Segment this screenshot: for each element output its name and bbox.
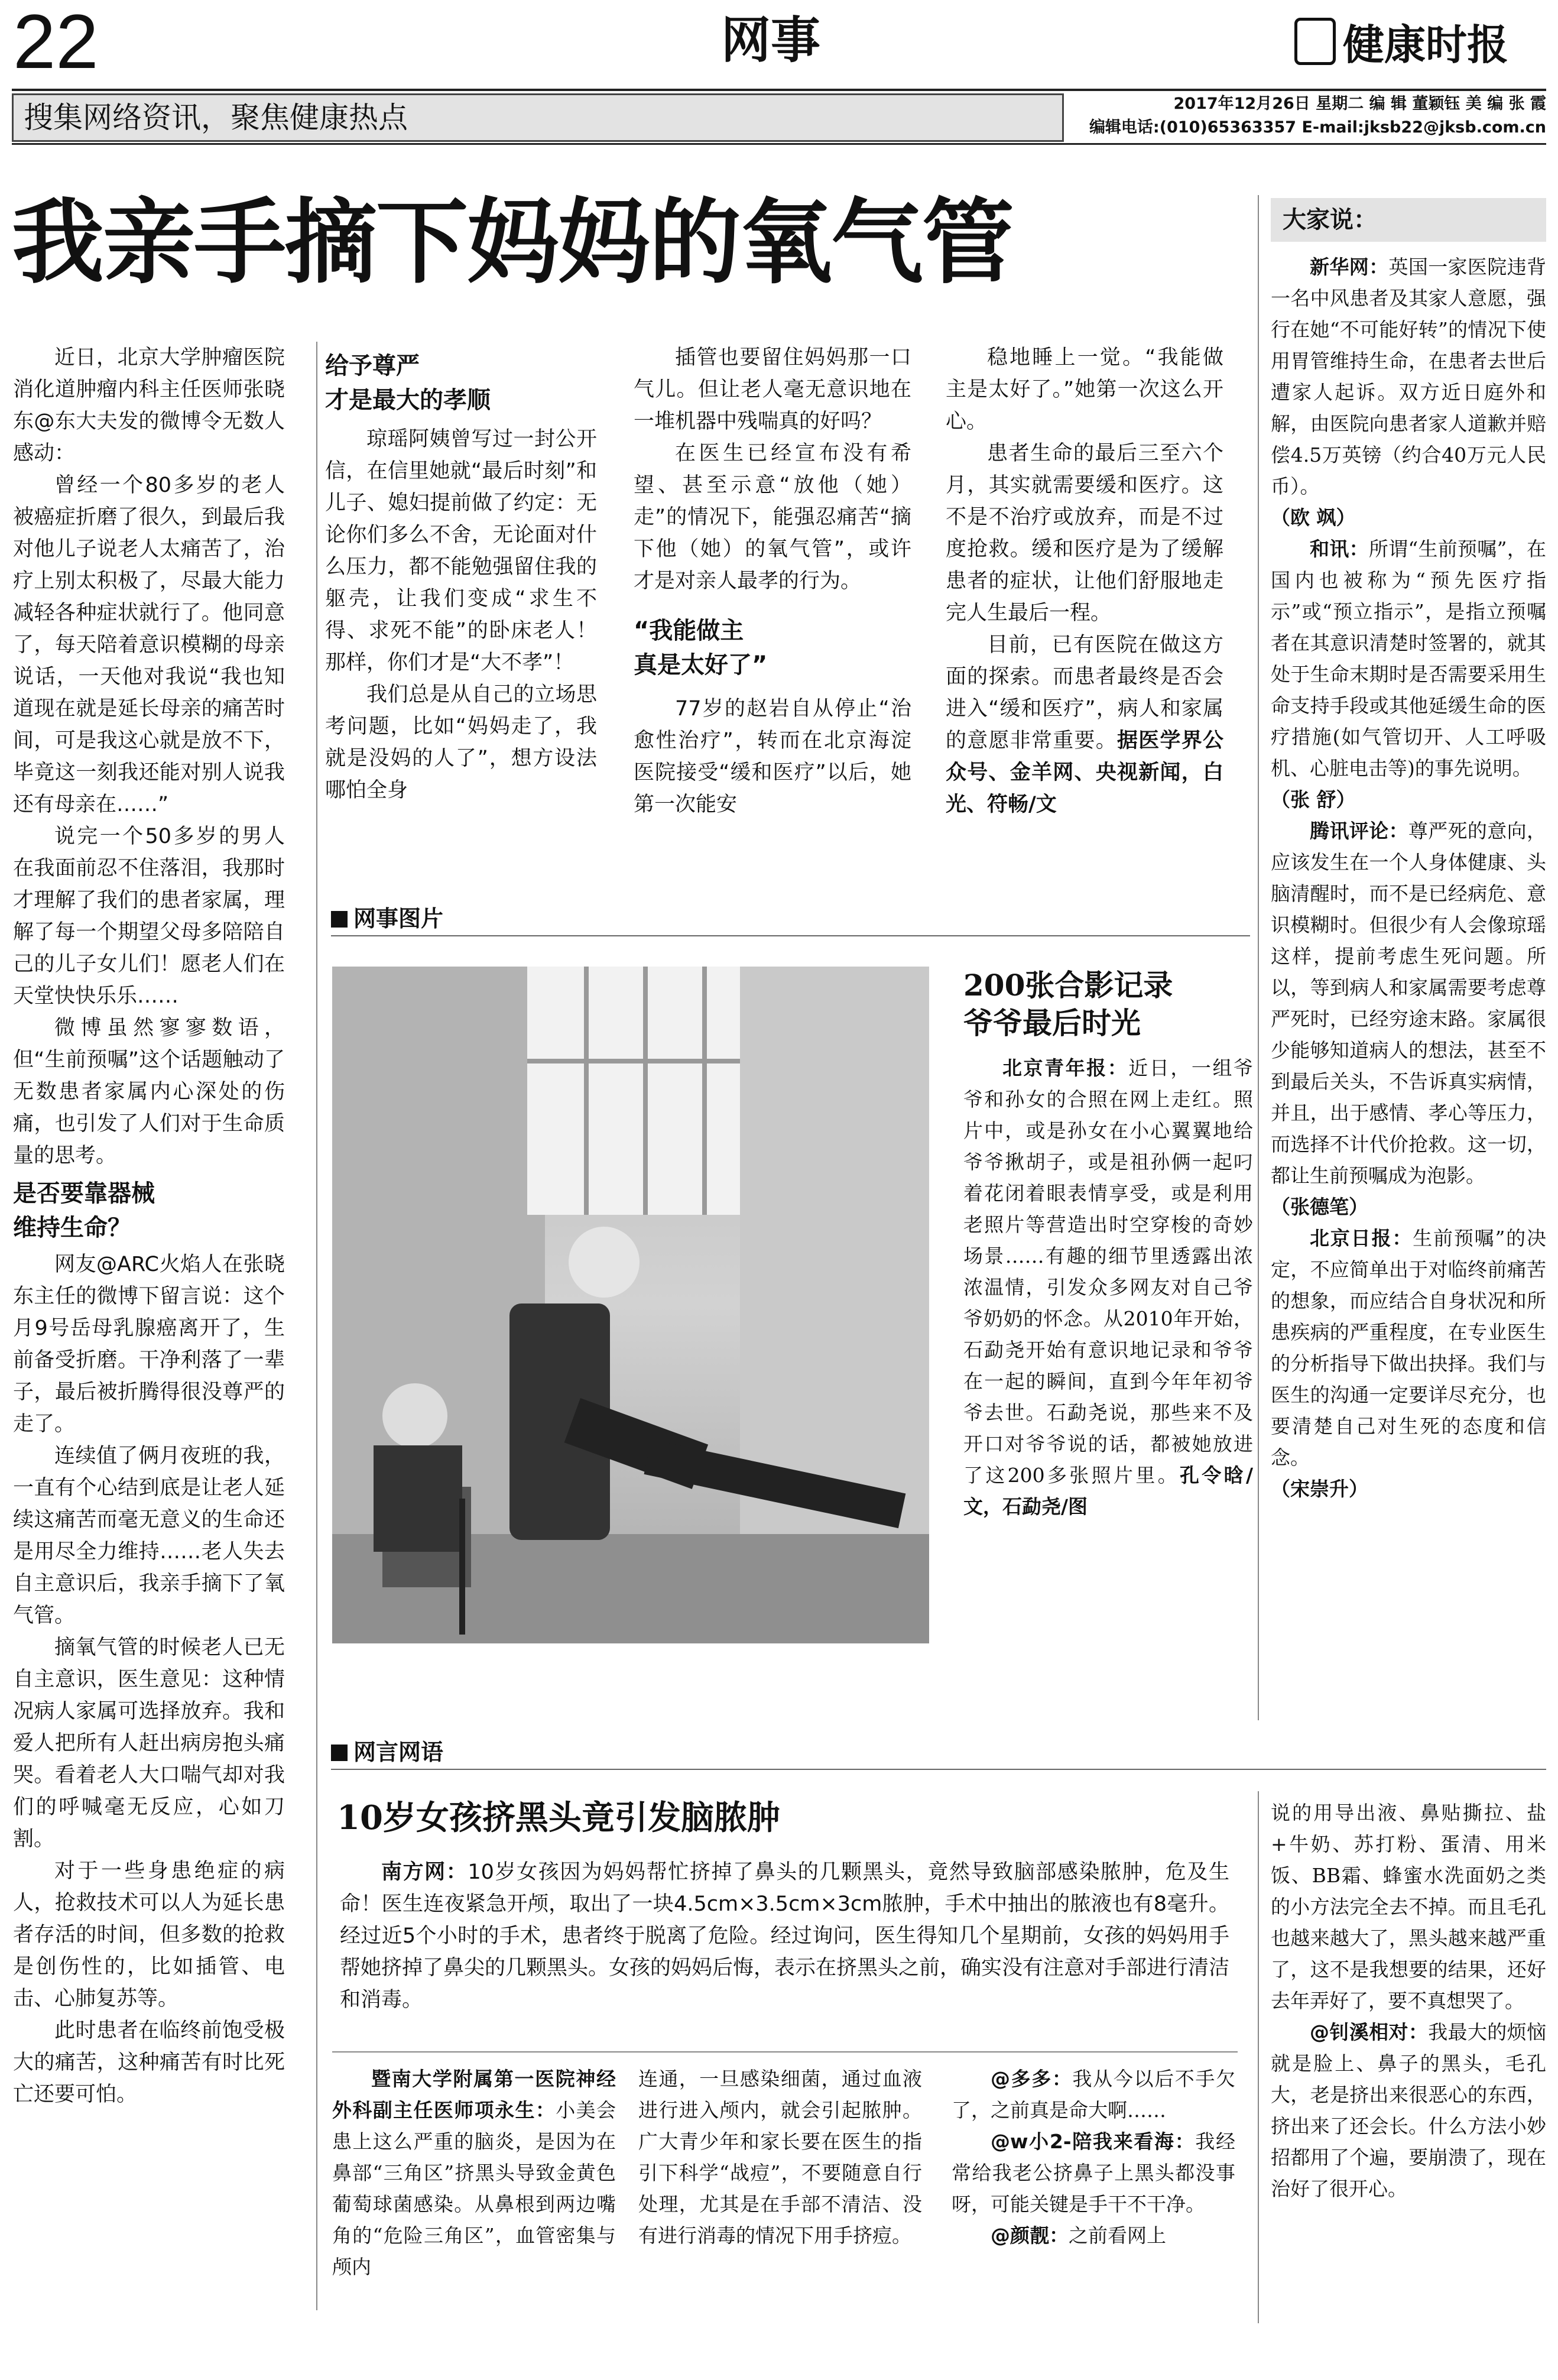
subheading-3: “我能做主 真是太好了” — [634, 617, 768, 679]
net-expert-col-2: 连通，一旦感染细菌，通过血液进行进入颅内，就会引起脓肿。广大青少年和家长要在医生的指引下科学“战痘”，不要随意自行处理，尤其是在手部不清洁、没有进行消毒的情况下用手挤痘。 — [638, 2067, 922, 2247]
contact-line: 编辑电话:(010)65363357 E-mail:jksb22@jksb.com.cn — [1089, 118, 1546, 137]
net-section-label: 网言网语 — [331, 1738, 443, 1766]
photo-story-body: 北京青年报：近日，一组爷爷和孙女的合照在网上走红。照片中，或是孙女在小心翼翼地给爷爷揪胡子，或是祖孙俩一起叼着花闭着眼表情享受，或是利用老照片等营造出时空穿梭的奇妙场景……有趣的细节里透露出浓浓温情，引发众多网友对自己爷爷奶奶的怀念。从2010年开始，石勐尧开始有意识地记录和爷爷在一起的瞬间，直到今年年初爷爷去世。石勐尧说，那些来不及开口对爷爷说的话，都被她放进了这200多张照片里。孔令晗/文，石勐尧/图 — [963, 1056, 1254, 1518]
subheading-2: 给予尊严 才是最大的孝顺 — [325, 352, 491, 414]
sidebar-item: 腾讯评论：尊严死的意向，应该发生在一个人身体健康、头脑清醒时，而不是已经病危、意识模糊时。但很少有人会像琼瑶这样，提前考虑生死问题。所以，等到病人和家属需要考虑尊严死时，已经穷途末路。家属很少能够知道病人的想法，甚至不到最后关头，不告诉真实病情，并且，出于感情、孝心等压力，而选择不计代价抢救。这一切，都让生前预嘱成为泡影。 — [1271, 819, 1547, 1187]
newspaper-logo: 健康时报 — [1294, 12, 1508, 71]
sidebar-item: 新华网：英国一家医院违背一名中风患者及其家人意愿，强行在她“不可能好转”的情况下使用胃管维持生命，在患者去世后遭家人起诉。双方近日庭外和解，由医院向患者家人道歉并赔偿4.5万英镑（约合40万元人民币）。 — [1271, 255, 1547, 498]
section-title: 网事 — [721, 11, 821, 69]
net-comments-col-3 — [952, 2063, 1235, 2251]
photo-grandpa-granddaughter — [332, 967, 929, 1643]
article-col-1: 近日，北京大学肿瘤医院消化道肿瘤内科主任医师张晓东@东大夫发的微博令无数人感动： 曾经一个80多岁的老人被癌症折磨了很久，到最后我对他儿子说老人太痛苦了，治疗上别太积极了，尽最大能力减轻各种症状就行了。他同意了，每天陪着意识模糊的母亲说话，一天他对我说“我也知道现在就是延长母亲的痛苦时间，可是我这心就是放不下，毕竟这一刻我还能对别人说我还有母亲在……” 说完一个50多岁的男人在我面前忍不住落泪，我那时才理解了我们的患者家属，理解了每一个期望父母多陪陪自己的儿子女儿们！愿老人们在天堂快快乐乐…… 微博虽然寥寥数语，但“生前预嘱”这个话题触动了无数患者家属内心深处的伤痛，也引发了人们对于生命质量的思考。 是否要靠器械 维持生命？ 网友@ARC火焰人在张晓东主任的微博下留言说：这个月9号岳母乳腺癌离开了，生前备受折磨。干净利落了一辈子，最后被折腾得很没尊严的走了。 连续值了俩月夜班的我，一直有个心结到底是让老人延续这痛苦而毫无意义的生命还是用尽全力维持……老人失去自主意识后，我亲手摘下了氧气管。 摘氧气管的时候老人已无自主意识，医生意见：这种情况病人家属可选择放弃。我和爱人把所有人赶出病房抱头痛哭。看着老人大口喘气却对我们的呼喊毫无反应，心如刀割。 对于一些身患绝症的病人，抢救技术可以人为延长患者存活的时间，但多数的抢救是创伤性的，比如插管、电击、心肺复苏等。 此时患者在临终前饱受极大的痛苦，这种痛苦有时比死亡还要可怕。 — [13, 346, 285, 2106]
photo-story-title: 200张合影记录 爷爷最后时光 — [963, 968, 1173, 1040]
net-comment: @多多：我从今以后不手欠了，之前真是命大啊…… — [952, 2067, 1236, 2122]
photo-credit: 孔令晗/文，石勐尧/图 — [963, 1464, 1253, 1518]
net-comments-col-4: 说的用导出液、鼻贴撕拉、盐+牛奶、苏打粉、蛋清、用米饭、BB霜、蜂蜜水洗面奶之类的小方法完全去不掉。而且毛孔也越来越大了，黑头越来越严重了，这不是我想要的结果，还好去年弄好了，要不真想哭了。 @钊溪相对：我最大的烦恼就是脸上、鼻子的黑头，毛孔大，老是挤出来很恶心的东西，挤出来了还会长。什么方法小妙招都用了个遍，要崩溃了，现在治好了很开心。 — [1271, 1797, 1546, 2204]
article-source: 据医学界公众号、金羊网、央视新闻，白光、符畅/文 — [946, 729, 1223, 816]
slogan: 搜集网络资讯，聚焦健康热点 — [24, 100, 408, 135]
article-col-4: 稳地睡上一觉。“我能做主是太好了。”她第一次这么开心。 患者生命的最后三至六个月，其实就需要缓和医疗。这不是不治疗或放弃，而是不过度抢救。缓和医疗是为了缓解患者的症状，让他们舒服地走完人生最后一程。 目前，已有医院在做这方面的探索。而患者最终是否会进入“缓和医疗”，病人和家属的意愿非常重要。据医学界公众号、金羊网、央视新闻，白光、符畅/文 — [946, 346, 1223, 816]
headline: 我亲手摘下妈妈的氧气管 — [12, 188, 1013, 296]
logo-mark-icon — [1294, 18, 1336, 65]
net-expert-col-1: 暨南大学附属第一医院神经外科副主任医师项永生：小美会患上这么严重的脑炎，是因为在鼻部“三角区”挤黑头导致金黄色葡萄球菌感染。从鼻根到两边嘴角的“危险三角区”，血管密集与颅内 — [332, 2067, 616, 2278]
net-comment: @颜靓：之前看网上 — [991, 2224, 1166, 2247]
sidebar-label: 大家说： — [1283, 206, 1377, 234]
subheading-1: 是否要靠器械 维持生命？ — [13, 1180, 155, 1241]
sidebar-item: 和讯：所谓“生前预嘱”，在国内也被称为“预先医疗指示”或“预立指示”，是指立预嘱者在其意识清楚时签署的，就其处于生命末期时是否需要采用生命支持手段或其他延缓生命的医疗措施(如气管切开、人工呼吸机、心脏电击等)的事先说明。 — [1271, 537, 1546, 780]
date-line: 2017年12月26日 星期二 编 辑 董颖钰 美 编 张 霞 — [1173, 95, 1546, 113]
net-comment: @钊溪相对：我最大的烦恼就是脸上、鼻子的黑头，毛孔大，老是挤出来很恶心的东西，挤出来了还会长。什么方法小妙招都用了个遍，要崩溃了，现在治好了很开心。 — [1271, 2021, 1547, 2200]
article-col-2: 给予尊严 才是最大的孝顺 琼瑶阿姨曾写过一封公开信，在信里她就“最后时刻”和儿子、媳妇提前做了约定：无论你们多么不舍，无论面对什么压力，都不能勉强留住我的躯壳，让我们变成“求生不得、求死不能”的卧床老人！那样，你们才是“大不孝”！ 我们总是从自己的立场思考问题，比如“妈妈走了，我就是没妈的人了”，想方设法哪怕全身 — [325, 349, 597, 806]
net-story-body: 南方网：10岁女孩因为妈妈帮忙挤掉了鼻头的几颗黑头，竟然导致脑部感染脓肿，危及生命！医生连夜紧急开颅，取出了一块4.5cm×3.5cm×3cm脓肿，手术中抽出的脓液也有8毫升。经过近5个小时的手术，患者终于脱离了危险。经过询问，医生得知几个星期前，女孩的妈妈用手帮她挤掉了鼻尖的几颗黑头。女孩的妈妈后悔，表示在挤黑头之前，确实没有注意对手部进行清洁和消毒。 — [340, 1860, 1230, 2012]
net-comment: @w小2-陪我来看海：我经常给我老公挤鼻子上黑头都没事呀，可能关键是手干不干净。 — [952, 2130, 1235, 2216]
photo-section-label: 网事图片 — [331, 904, 443, 933]
page-number: 22 — [13, 0, 99, 85]
article-col-3: 插管也要留住妈妈那一口气儿。但让老人毫无意识地在一堆机器中残喘真的好吗？ 在医生已经宣布没有希望、甚至示意“放他（她）走”的情况下，能强忍痛苦“摘下他（她）的氧气管”，或许才是对亲人最孝的行为。 “我能做主 真是太好了” 77岁的赵岩自从停止“治愈性治疗”，转而在北京海淀医院接受“缓和医疗”以后，她第一次能安 — [634, 346, 911, 816]
net-story-title: 10岁女孩挤黑头竟引发脑脓肿 — [337, 1798, 780, 1837]
sidebar-comments: 新华网：英国一家医院违背一名中风患者及其家人意愿，强行在她“不可能好转”的情况下使用胃管维持生命，在患者去世后遭家人起诉。双方近日庭外和解，由医院向患者家人道歉并赔偿4.5万英镑（约合40万元人民币）。 （欧 飒） 和讯：所谓“生前预嘱”，在国内也被称为“预先医疗指示”或“预立指示”，是指立预嘱者在其意识清楚时签署的，就其处于生命末期时是否需要采用生命支持手段或其他延缓生命的医疗措施(如气管切开、人工呼吸机、心脏电击等)的事先说明。 （张 舒） 腾讯评论：尊严死的意向，应该发生在一个人身体健康、头脑清醒时，而不是已经病危、意识模糊时。但很少有人会像琼瑶这样，提前考虑生死问题。所以，等到病人和家属需要考虑尊严死时，已经穷途末路。家属很少能够知道病人的想法，甚至不到最后关头，不告诉真实病情，并且，出于感情、孝心等压力，而选择不计代价抢救。这一切，都让生前预嘱成为泡影。 （张德笔） 北京日报：生前预嘱”的决定，不应简单出于对临终前痛苦的想象，而应结合自身状况和所患疾病的严重程度，在专业医生的分析指导下做出抉择。我们与医生的沟通一定要详尽充分，也要清楚自己对生死的态度和信念。 （宋崇升） — [1271, 251, 1546, 1504]
sidebar-item: 北京日报：生前预嘱”的决定，不应简单出于对临终前痛苦的想象，而应结合自身状况和所患疾病的严重程度，在专业医生的分析指导下做出抉择。我们与医生的沟通一定要详尽充分，也要清楚自己对生死的态度和信念。 — [1271, 1227, 1547, 1469]
